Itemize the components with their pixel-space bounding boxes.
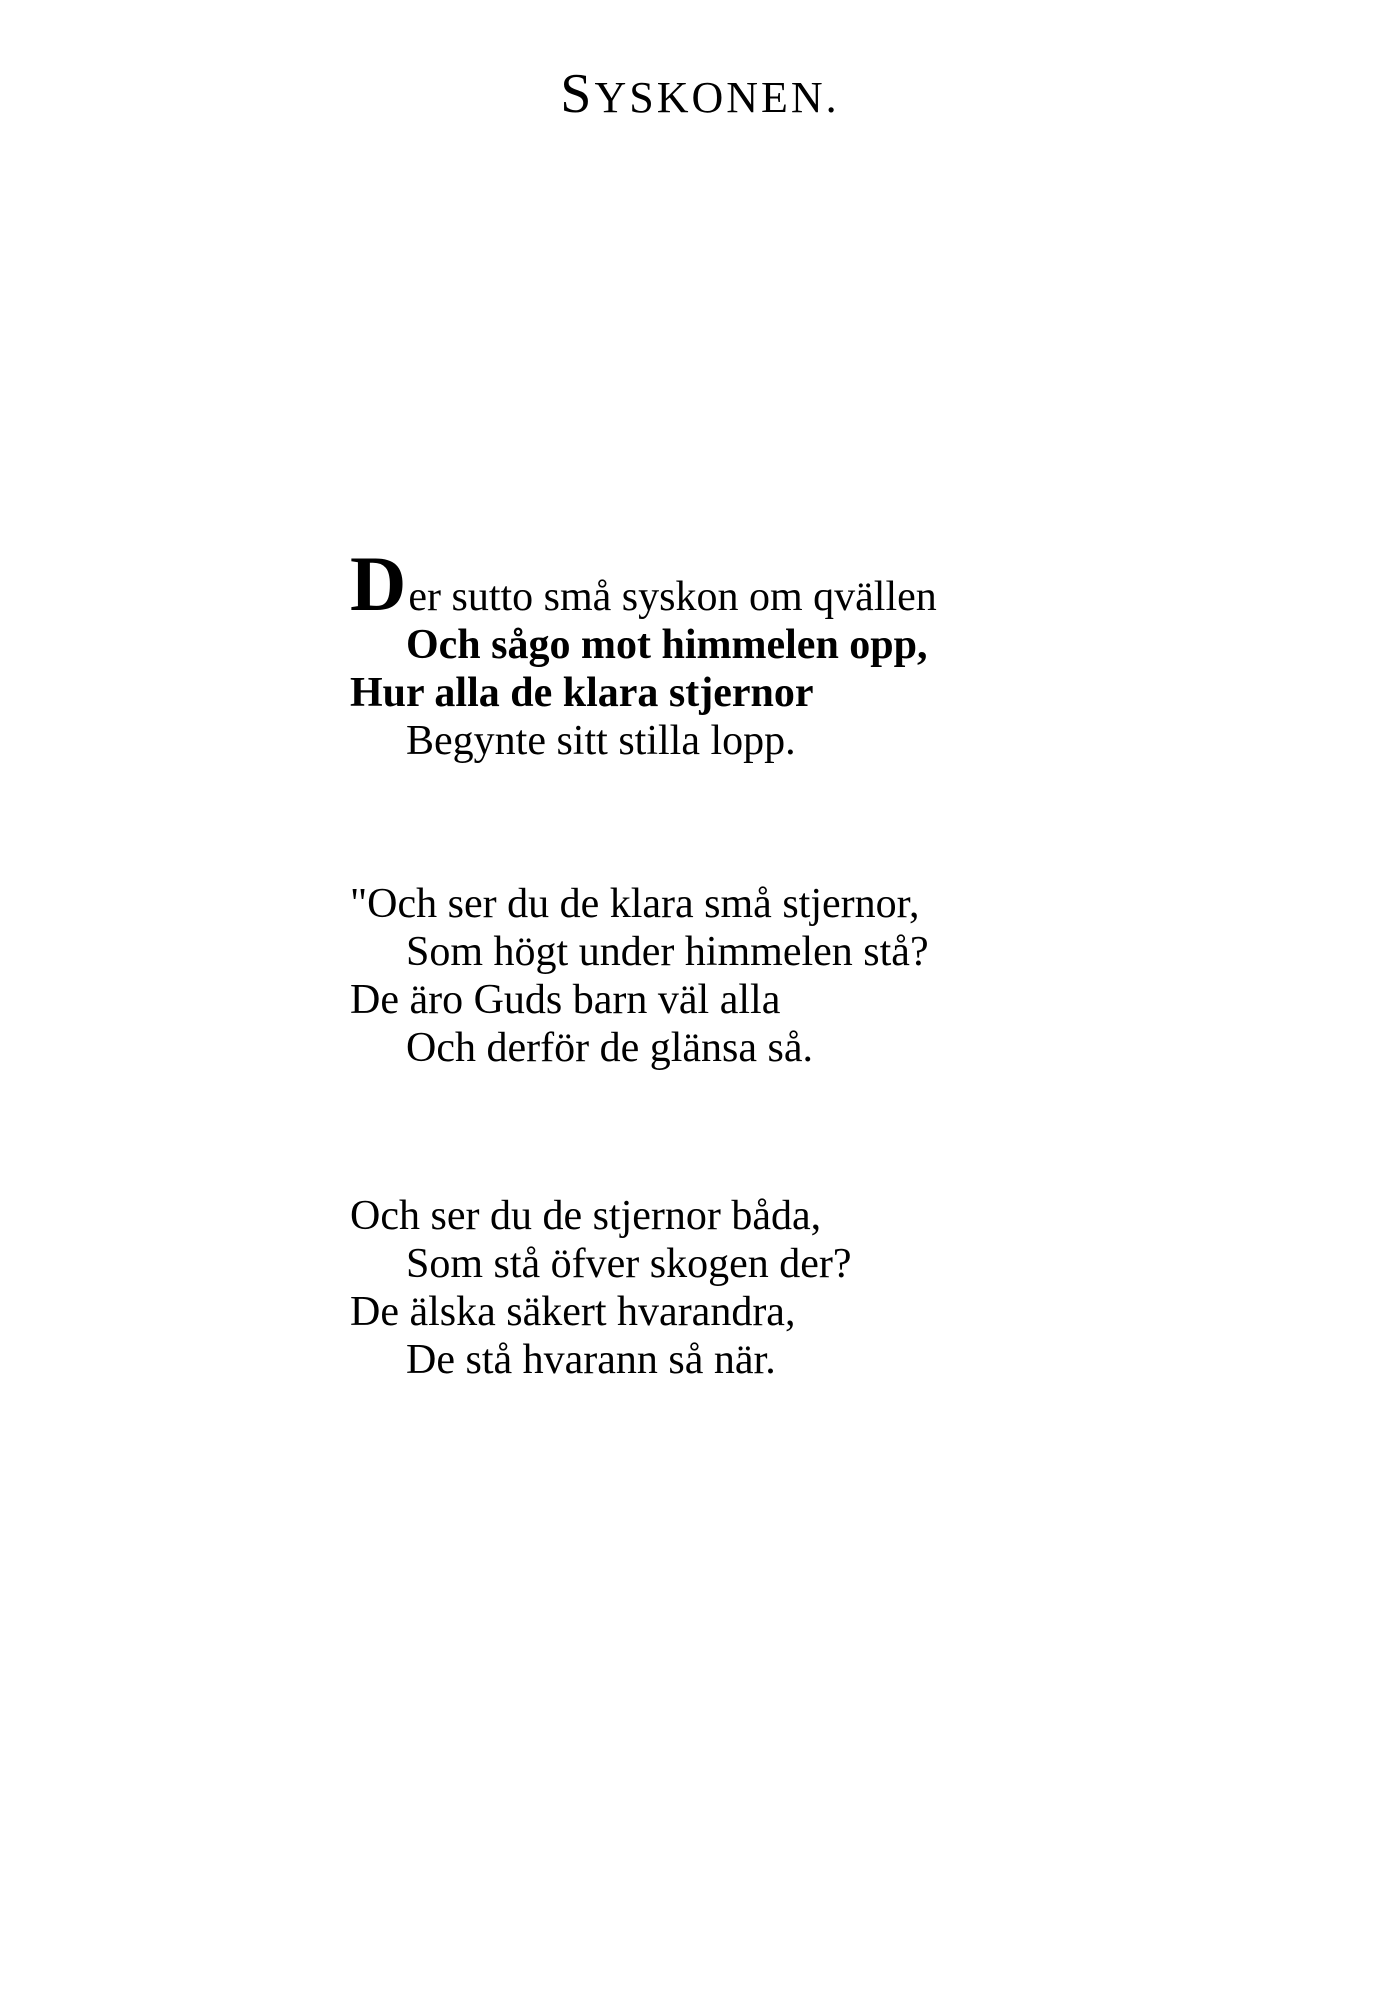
stanza-3 [350, 1192, 852, 1384]
stanza-3-line-1: Och ser du de stjernor båda, [350, 1193, 822, 1239]
stanza-2-line-3: De äro Guds barn väl alla [350, 977, 781, 1023]
title-first-letter: S [560, 63, 595, 125]
stanza-1-line-4: Begynte sitt stilla lopp. [406, 718, 796, 764]
stanza-2-line-2: Som högt under himmelen stå? [406, 929, 929, 975]
poem-title [0, 62, 1400, 126]
stanza-3-line-3: De älska säkert hvarandra, [350, 1289, 796, 1335]
stanza-1 [350, 540, 937, 765]
stanza-2-line-4: Och derför de glänsa så. [406, 1025, 813, 1071]
drop-cap: D [350, 540, 407, 627]
stanza-3-line-4: De stå hvarann så när. [406, 1337, 776, 1383]
stanza-1-line-2: Och sågo mot himmelen opp, [406, 622, 928, 668]
stanza-1-line-3: Hur alla de klara stjernor [350, 670, 814, 716]
stanza-3-line-2: Som stå öfver skogen der? [406, 1241, 852, 1287]
stanza-1-line-1 [350, 540, 937, 627]
stanza-2-line-1: "Och ser du de klara små stjernor, [350, 881, 920, 927]
title-rest: YSKONEN. [594, 73, 840, 122]
stanza-2 [350, 880, 929, 1072]
stanza-1-line-1-text: er sutto små syskon om qvällen [408, 574, 937, 620]
